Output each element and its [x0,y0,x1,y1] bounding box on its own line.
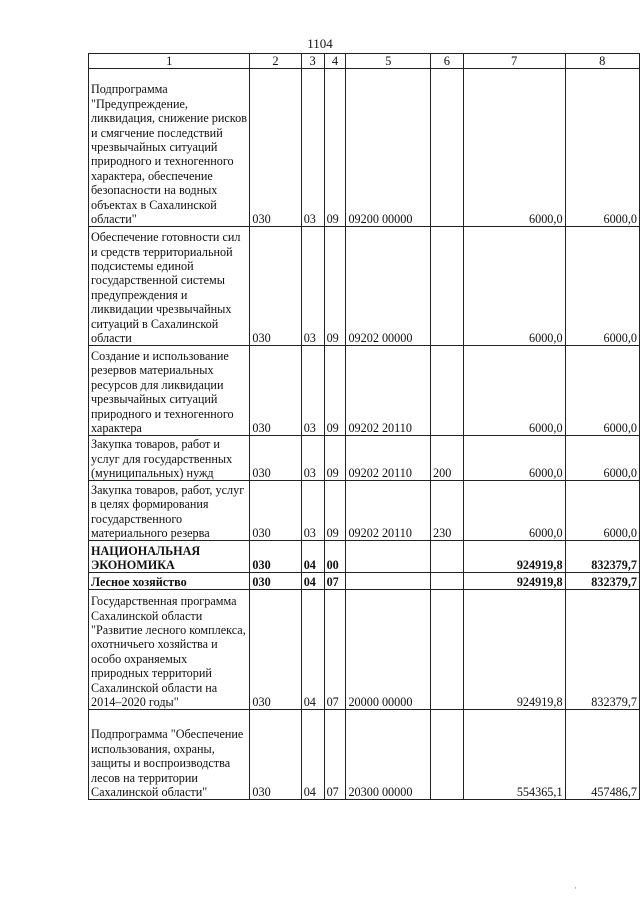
cell-code: 030 [250,710,301,800]
budget-table [88,53,640,800]
cell-section: 04 [301,590,324,710]
cell-code: 030 [250,590,301,710]
cell-section: 03 [301,481,324,541]
cell-subsection: 09 [324,436,346,481]
header-col-5: 5 [346,54,431,69]
header-col-8: 8 [565,54,639,69]
table-row [89,590,640,710]
row-name: Закупка товаров, работ, услуг в целях формирования государственного материального резерва [89,481,250,541]
cell-expense-type: 200 [431,436,464,481]
table-row-section [89,573,640,590]
table-row-section [89,541,640,573]
cell-subsection: 09 [324,346,346,436]
table-row [89,227,640,346]
cell-section: 03 [301,69,324,227]
header-col-2: 2 [250,54,301,69]
cell-expense-type [431,710,464,800]
cell-expense-type [431,346,464,436]
header-col-6: 6 [431,54,464,69]
cell-amount-2: 6000,0 [565,436,639,481]
cell-section: 04 [301,573,324,590]
table-row [89,436,640,481]
header-col-7: 7 [463,54,565,69]
cell-amount-1: 6000,0 [463,227,565,346]
cell-target-item: 09202 20110 [346,346,431,436]
cell-amount-1: 924919,8 [463,541,565,573]
header-row [89,54,640,69]
cell-target-item: 20000 00000 [346,590,431,710]
cell-amount-2: 832379,7 [565,541,639,573]
cell-subsection: 07 [324,573,346,590]
cell-expense-type [431,590,464,710]
cell-code: 030 [250,436,301,481]
cell-target-item [346,541,431,573]
row-name: Создание и использование резервов материальных ресурсов для ликвидации чрезвычайных ситуаций природного и техногенного характера [89,346,250,436]
cell-amount-1: 6000,0 [463,481,565,541]
cell-subsection: 09 [324,481,346,541]
cell-expense-type [431,227,464,346]
cell-amount-1: 554365,1 [463,710,565,800]
row-name: НАЦИОНАЛЬНАЯ ЭКОНОМИКА [89,541,250,573]
scan-speck-mark: · [574,883,577,893]
cell-amount-2: 457486,7 [565,710,639,800]
cell-expense-type [431,69,464,227]
cell-subsection: 00 [324,541,346,573]
cell-section: 03 [301,436,324,481]
cell-section: 04 [301,710,324,800]
table-row [89,481,640,541]
cell-amount-2: 832379,7 [565,573,639,590]
cell-expense-type: 230 [431,481,464,541]
cell-amount-2: 6000,0 [565,227,639,346]
cell-target-item: 09200 00000 [346,69,431,227]
table-row [89,346,640,436]
cell-target-item: 09202 00000 [346,227,431,346]
cell-target-item: 09202 20110 [346,436,431,481]
cell-amount-2: 832379,7 [565,590,639,710]
cell-amount-2: 6000,0 [565,481,639,541]
cell-section: 03 [301,346,324,436]
cell-subsection: 09 [324,227,346,346]
cell-target-item: 20300 00000 [346,710,431,800]
cell-code: 030 [250,481,301,541]
cell-amount-1: 6000,0 [463,436,565,481]
row-name: Закупка товаров, работ и услуг для государственных (муниципальных) нужд [89,436,250,481]
cell-expense-type [431,573,464,590]
row-name: Подпрограмма "Обеспечение использования, охраны, защиты и воспроизводства лесов на территории Сахалинской области" [89,710,250,800]
header-col-3: 3 [301,54,324,69]
header-col-1: 1 [89,54,250,69]
row-name: Подпрограмма "Предупреждение, ликвидация, снижение рисков и смягчение последствий чрезвычайных ситуаций природного и техногенного характера, обеспечение безопасности на водных объектах в Сахалинской области" [89,69,250,227]
cell-code: 030 [250,573,301,590]
cell-code: 030 [250,541,301,573]
cell-amount-2: 6000,0 [565,69,639,227]
cell-amount-2: 6000,0 [565,346,639,436]
cell-code: 030 [250,227,301,346]
row-name: Лесное хозяйство [89,573,250,590]
cell-subsection: 09 [324,69,346,227]
cell-target-item [346,573,431,590]
page-number: 1104 [307,36,333,51]
cell-subsection: 07 [324,710,346,800]
cell-section: 03 [301,227,324,346]
header-col-4: 4 [324,54,346,69]
row-name: Обеспечение готовности сил и средств территориальной подсистемы единой государственной системы предупреждения и ликвидации чрезвычайных ситуаций в Сахалинской области [89,227,250,346]
table-row [89,69,640,227]
cell-amount-1: 924919,8 [463,590,565,710]
cell-code: 030 [250,346,301,436]
cell-amount-1: 924919,8 [463,573,565,590]
cell-section: 04 [301,541,324,573]
cell-target-item: 09202 20110 [346,481,431,541]
cell-amount-1: 6000,0 [463,69,565,227]
table-row [89,710,640,800]
cell-code: 030 [250,69,301,227]
row-name: Государственная программа Сахалинской области "Развитие лесного комплекса, охотничьего хозяйства и особо охраняемых природных территорий Сахалинской области на 2014–2020 годы" [89,590,250,710]
cell-expense-type [431,541,464,573]
cell-subsection: 07 [324,590,346,710]
cell-amount-1: 6000,0 [463,346,565,436]
